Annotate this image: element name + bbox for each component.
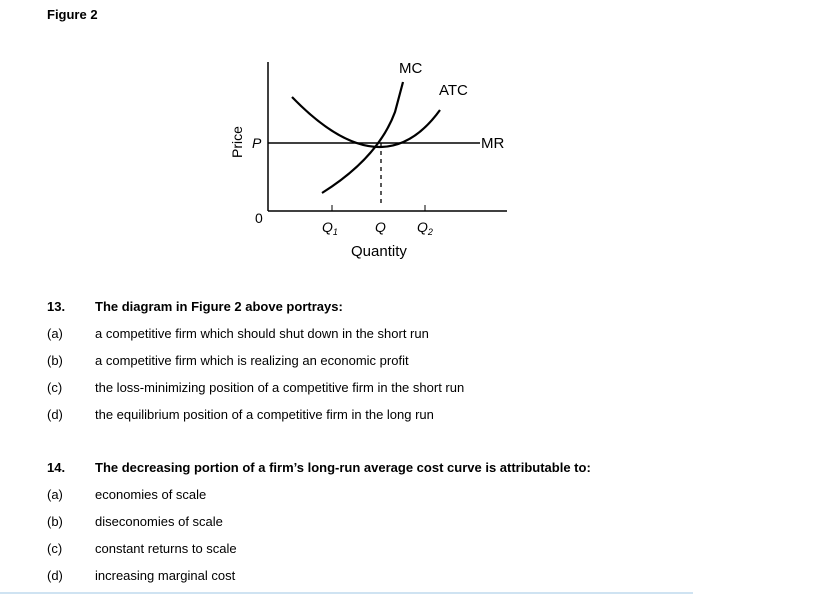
question-text: The diagram in Figure 2 above portrays: xyxy=(95,299,343,314)
price-label: P xyxy=(252,135,262,151)
option-text: a competitive firm which should shut down in the short run xyxy=(95,326,429,341)
option-letter: (c) xyxy=(47,380,63,395)
question-number: 13. xyxy=(47,299,66,314)
option-text: constant returns to scale xyxy=(95,541,237,556)
atc-label: ATC xyxy=(439,82,468,99)
option-text: the loss-minimizing position of a competitive firm in the short run xyxy=(95,380,465,395)
option-letter: (b) xyxy=(47,353,63,368)
option-letter: (c) xyxy=(47,541,63,556)
origin-label: 0 xyxy=(255,210,263,226)
option-text: economies of scale xyxy=(95,487,207,502)
option-text: a competitive firm which is realizing an economic profit xyxy=(95,353,409,368)
question-text: The decreasing portion of a firm’s long-run average cost curve is attributable to: xyxy=(95,460,591,475)
cost-curves-diagram xyxy=(0,0,819,280)
mr-label: MR xyxy=(481,135,505,152)
figure-title: Figure 2 xyxy=(47,7,98,22)
mc-label: MC xyxy=(399,60,423,77)
option-text: diseconomies of scale xyxy=(95,514,223,529)
tick-label-q2: $Q_2$ xyxy=(417,219,433,237)
y-axis-label: Price xyxy=(229,126,245,158)
question-number: 14. xyxy=(47,460,66,475)
option-text: increasing marginal cost xyxy=(95,568,236,583)
option-letter: (d) xyxy=(47,568,63,583)
option-text: the equilibrium position of a competitive firm in the long run xyxy=(95,407,434,422)
option-letter: (b) xyxy=(47,514,63,529)
option-letter: (a) xyxy=(47,487,63,502)
option-letter: (a) xyxy=(47,326,63,341)
tick-label-q: Q xyxy=(375,219,386,235)
option-letter: (d) xyxy=(47,407,63,422)
mc-curve xyxy=(322,82,403,193)
atc-curve xyxy=(292,97,440,147)
x-axis-label: Quantity xyxy=(351,243,407,260)
bottom-rule xyxy=(0,592,693,594)
tick-label-q1: $Q_1$ xyxy=(322,219,338,237)
